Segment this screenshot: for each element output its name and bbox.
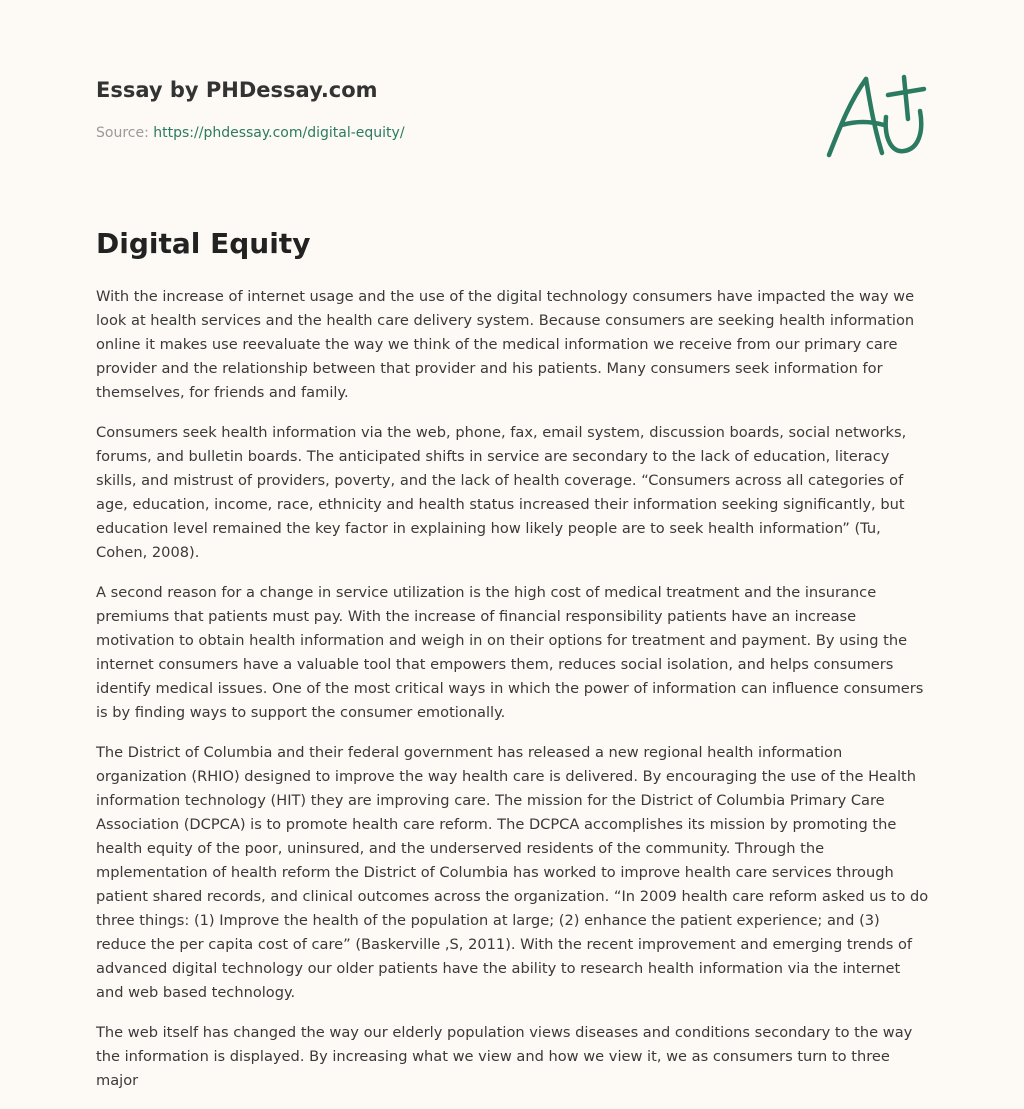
- essay-paragraph: The web itself has changed the way our elderly population views diseases and conditions secondary to the way the information is displayed. By increasing what we view and how we view it, we as consumers turn to three major: [96, 1024, 913, 1089]
- site-brand: Essay by PHDessay.com: [96, 78, 378, 102]
- essay-paragraph: With the increase of internet usage and the use of the digital technology consumers have impacted the way we look at health services and the health care delivery system. Because consumers are seeking health information online it makes use reevaluate the way we think of the medical information we receive from our primary care provider and the relationship between that provider and his patients. Many consumers seek information for themselves, for friends and family.: [96, 288, 915, 401]
- source-label: Source:: [96, 125, 154, 141]
- essay-paragraph: Consumers seek health information via the web, phone, fax, email system, discussion boards, social networks, forums, and bulletin boards. The anticipated shifts in service are secondary to the lack of education, literacy skills, and mistrust of providers, poverty, and the lack of health coverage. “Consumers across all categories of age, education, income, race, ethnicity and health status increased their information seeking significantly, but education level remained the key factor in explaining how likely people are to seek health information” (Tu, Cohen, 2008).: [96, 424, 907, 561]
- essay-paragraph: The District of Columbia and their federal government has released a new regional health information organization (RHIO) designed to improve the way health care is delivered. By encouraging the use of the Health information technology (HIT) they are improving care. The mission for the District of Columbia Primary Care Association (DCPCA) is to promote health care reform. The DCPCA accomplishes its mission by promoting the health equity of the poor, uninsured, and the underserved residents of the community. Through the mplementation of health reform the District of Columbia has worked to improve health care services through patient shared records, and clinical outcomes across the organization. “In 2009 health care reform asked us to do three things: (1) Improve the health of the population at large; (2) enhance the patient experience; and (3) reduce the per capita cost of care” (Baskerville ,S, 2011). With the recent improvement and emerging trends of advanced digital technology our older patients have the ability to research health information via the internet and web based technology.: [96, 744, 929, 1001]
- source-line: [96, 123, 405, 143]
- a-plus-logo-icon: [826, 67, 936, 171]
- page-header: [96, 75, 928, 175]
- source-link[interactable]: https://phdessay.com/digital-equity/: [153, 125, 405, 141]
- essay-paragraph: A second reason for a change in service utilization is the high cost of medical treatment and the insurance premiums that patients must pay. With the increase of financial responsibility patients have an increase motivation to obtain health information and weigh in on their options for treatment and payment. By using the internet consumers have a valuable tool that empowers them, reduces social isolation, and helps consumers identify medical issues. One of the most critical ways in which the power of information can influence consumers is by finding ways to support the consumer emotionally.: [96, 584, 924, 721]
- essay-title: Digital Equity: [96, 227, 311, 260]
- essay-body: [96, 285, 932, 1109]
